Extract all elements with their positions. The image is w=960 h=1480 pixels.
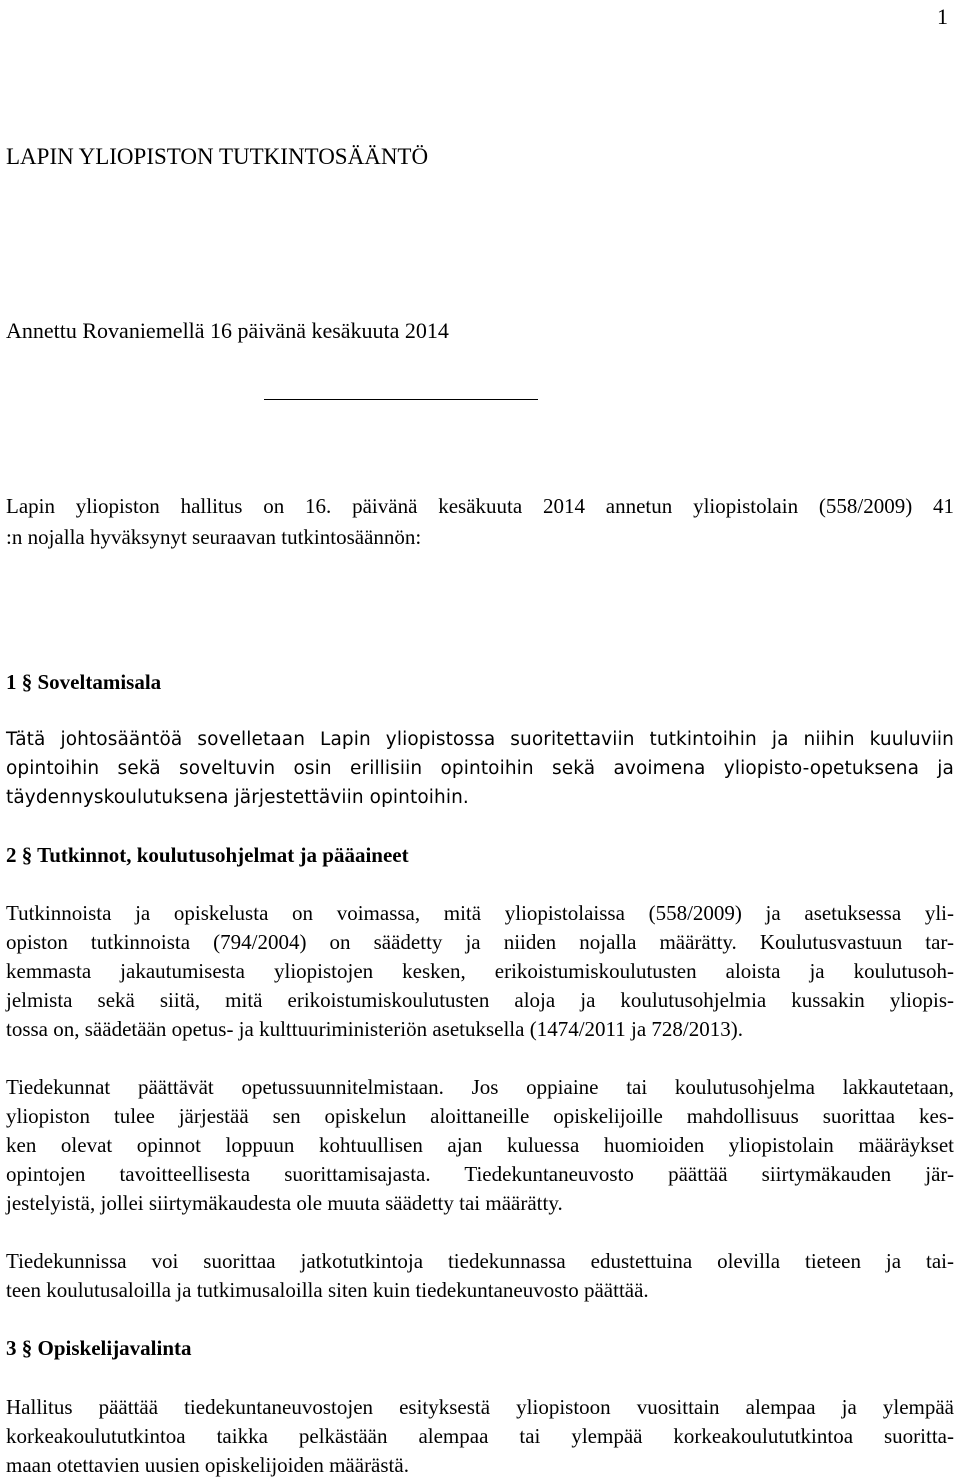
section-2-para1-line: Tutkinnoista ja opiskelusta on voimassa, mitä yliopistolaissa (558/2009) ja asetuksessa yli-: [6, 901, 954, 925]
page-number: 1: [937, 4, 948, 29]
section-2-para2-line: Tiedekunnat päättävät opetussuunnitelmistaan. Jos oppiaine tai koulutusohjelma lakkautetaan,: [6, 1075, 954, 1099]
section-2-para1-line: opiston tutkinnoista (794/2004) on säädetty ja niiden nojalla määrätty. Koulutusvastuun tar-: [6, 930, 954, 954]
section-1-heading: 1 § Soveltamisala: [6, 670, 162, 694]
section-2-para1-line: jelmista sekä siitä, mitä erikoistumiskoulutusten aloja ja koulutusohjelmia kussakin yliopis-: [6, 988, 954, 1012]
enactment-statement: Annettu Rovaniemellä 16 päivänä kesäkuuta 2014: [6, 318, 449, 343]
section-3-line: Hallitus päättää tiedekuntaneuvostojen esityksestä yliopistoon vuosittain alempaa ja ylempää: [6, 1395, 954, 1419]
section-1-line: täydennyskoulutuksena järjestettäviin opintoihin.: [6, 787, 469, 808]
document-title: LAPIN YLIOPISTON TUTKINTOSÄÄNTÖ: [6, 144, 429, 169]
preamble-line: :n nojalla hyväksynyt seuraavan tutkintosäännön:: [6, 525, 422, 549]
preamble-line: Lapin yliopiston hallitus on 16. päivänä kesäkuuta 2014 annetun yliopistolain (558/2009) 41: [6, 494, 954, 518]
section-2-heading: 2 § Tutkinnot, koulutusohjelmat ja pääaineet: [6, 843, 409, 867]
section-2-para2-line: yliopiston tulee järjestää sen opiskelun aloittaneille opiskelijoille mahdollisuus suorittaa kes-: [6, 1104, 954, 1128]
section-1-line: Tätä johtosääntöä sovelletaan Lapin yliopistossa suoritettaviin tutkintoihin ja niihin kuuluviin: [6, 729, 954, 750]
section-2-para3-line: teen koulutusaloilla ja tutkimusaloilla siten kuin tiedekuntaneuvosto päättää.: [6, 1278, 649, 1302]
section-3-line: maan otettavien uusien opiskelijoiden määrästä.: [6, 1453, 409, 1477]
section-3-line: korkeakoulututkintoa taikka pelkästään alempaa tai ylempää korkeakoulututkintoa suoritta-: [6, 1424, 954, 1448]
section-2-para2-line: jestelyistä, jollei siirtymäkaudesta ole muuta säädetty tai määrätty.: [6, 1191, 563, 1215]
separator-line: [264, 399, 538, 400]
section-2-para1-line: tossa on, säädetään opetus- ja kulttuuriministeriön asetuksella (1474/2011 ja 728/2013).: [6, 1017, 743, 1041]
section-2-para1-line: kemmasta jakautumisesta yliopistojen kesken, erikoistumiskoulutusten aloista ja koulutusoh-: [6, 959, 954, 983]
section-2-para2-line: opintojen tavoitteellisesta suorittamisajasta. Tiedekuntaneuvosto päättää siirtymäkauden jär-: [6, 1162, 954, 1186]
section-3-heading: 3 § Opiskelijavalinta: [6, 1336, 192, 1360]
section-2-para3-line: Tiedekunnissa voi suorittaa jatkotutkintoja tiedekunnassa edustettuina olevilla tieteen ja tai-: [6, 1249, 954, 1273]
section-1-line: opintoihin sekä soveltuvin osin erillisiin opintoihin sekä avoimena yliopisto-opetuksena ja: [6, 758, 954, 779]
section-2-para2-line: ken olevat opinnot loppuun kohtuullisen ajan kuluessa huomioiden yliopistolain määräykset: [6, 1133, 954, 1157]
